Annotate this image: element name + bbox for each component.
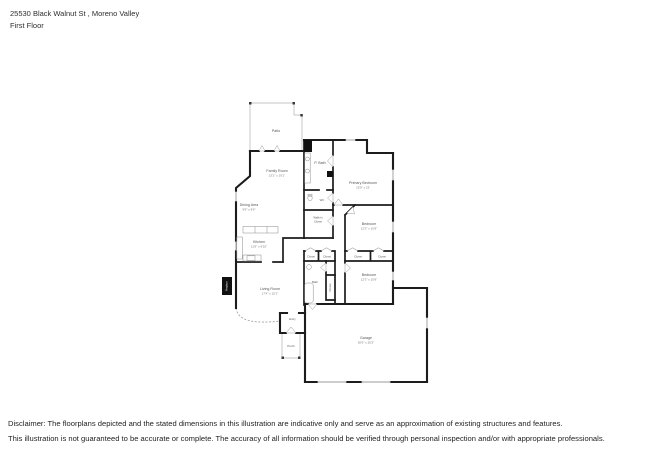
room-dims-family-room: 13'2" x 19'1" [268,173,286,178]
disclaimer [8,416,605,446]
room-label-patio: Patio [271,129,281,133]
room-label-walk-in-1: Walk-in [313,215,323,220]
room-dims-primary-bedroom: 15'9" x 23' [356,185,370,190]
room-label-closet-vertical: Closet [328,283,333,292]
room-label-wc: WC [319,198,325,202]
room-label-closet-hall-left: Closet [307,254,315,259]
room-label-kitchen: Kitchen [253,240,265,244]
room-dims-garage: 20'6" x 20'2" [357,340,375,345]
floor-line: First Floor [10,21,44,30]
room-label-bath: Bath [312,280,318,284]
room-label-bedroom-lower: Bedroom [361,273,377,277]
room-dims-bedroom-lower: 12'3" x 10'9" [360,277,378,282]
room-label-closet-bed-right: Closet [378,254,386,259]
header [10,8,139,32]
room-label-family-room: Family Room [266,169,288,173]
room-label-p-bath: P. Bath [314,161,326,165]
room-label-garage: Garage [360,336,372,340]
disclaimer-line-1: Disclaimer: The floorplans depicted and the stated dimensions in this illustration are indicative only and serve as an approximation of existing structures and features. [8,419,563,428]
room-label-primary-bedroom: Primary Bedroom [349,181,377,185]
address-line: 25530 Black Walnut St , Moreno Valley [10,9,140,18]
room-dims-kitchen: 11'6" x 9'10" [250,244,268,249]
room-label-bedroom-upper: Bedroom [361,222,377,226]
room-label-closet-hall-right: Closet [323,254,331,259]
room-label-entry: Entry [289,317,296,321]
room-dims-living-room: 17'4" x 15'1" [261,291,279,296]
room-label-living-room: Living Room [260,287,280,291]
room-label-walk-in-2: Closet [314,219,322,224]
fireplace-label: Fireplace [226,281,229,291]
room-dims-dining-area: 9'9" x 8'6" [242,207,256,212]
room-label-closet-bed-left: Closet [354,254,362,259]
floor-plan-drawing [215,75,445,395]
room-dims-bedroom-upper: 12'3" x 10'9" [360,226,378,231]
disclaimer-line-2: This illustration is not guaranteed to be accurate or complete. The accuracy of all information should be verified through personal inspection and/or with appropriate professionals. [8,434,605,443]
room-label-dining-area: Dining Area [239,203,259,207]
room-label-porch: Porch [287,344,295,348]
